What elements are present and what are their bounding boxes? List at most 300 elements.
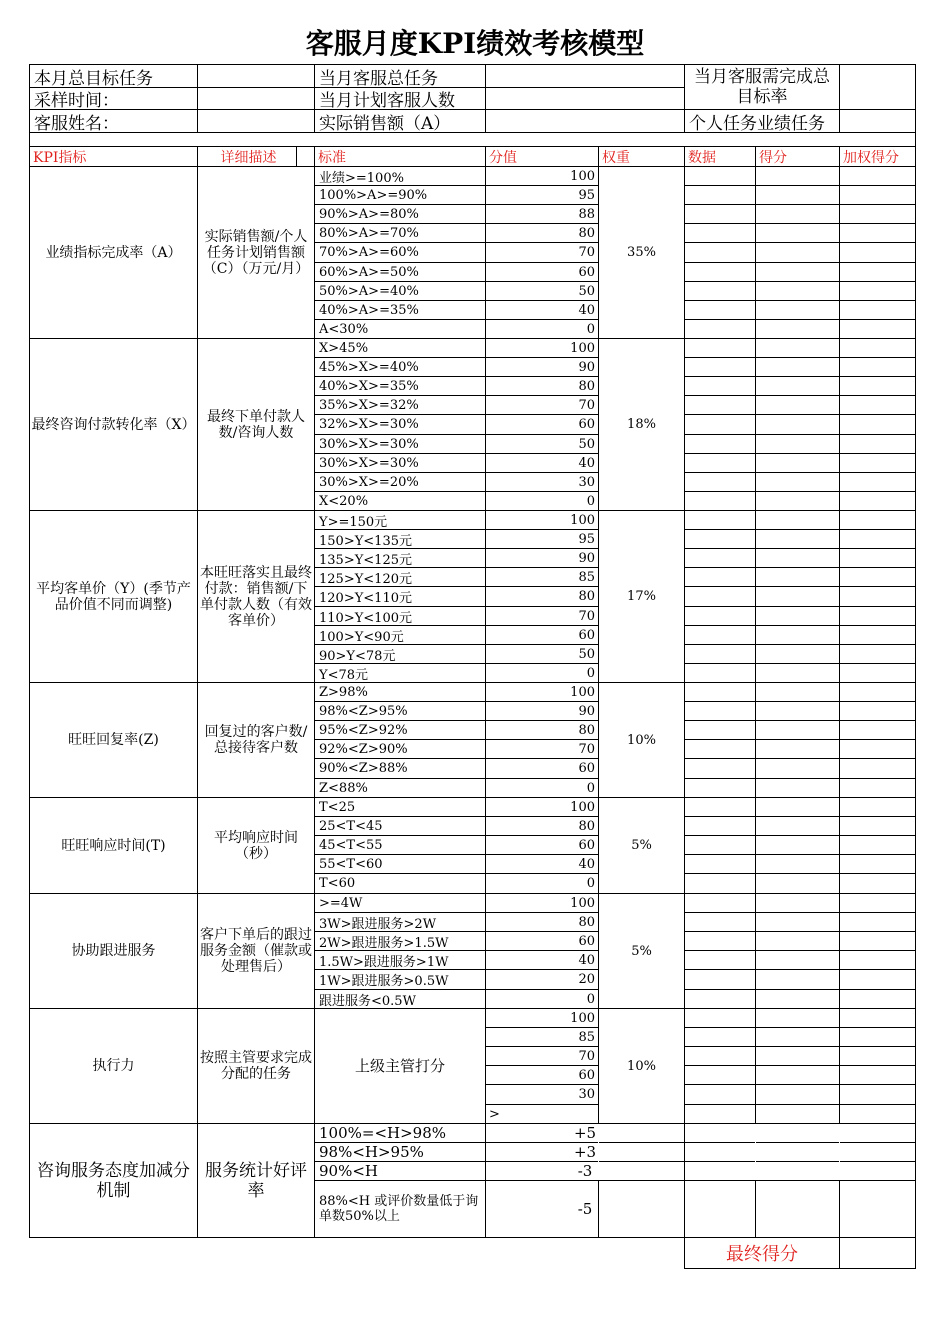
score-cell: 85	[578, 569, 595, 585]
weighted-cell[interactable]	[840, 587, 915, 606]
weighted-cell[interactable]	[840, 435, 915, 453]
standard-cell: 30%>X>=20%	[319, 474, 419, 490]
score-cell: 0	[586, 991, 595, 1007]
standard-cell: 45%>X>=40%	[319, 359, 419, 375]
score-cell: 60	[578, 627, 595, 643]
points-cell[interactable]	[756, 263, 839, 281]
kpi-name: 业绩指标完成率（A）	[45, 244, 182, 261]
points-cell[interactable]	[756, 913, 839, 931]
weighted-cell[interactable]	[840, 664, 915, 682]
points-cell[interactable]	[756, 224, 839, 242]
standard-cell: Y<78元	[319, 667, 369, 682]
standard-cell: Y>=150元	[319, 514, 388, 529]
points-cell[interactable]	[756, 645, 839, 663]
grid-line	[915, 1237, 916, 1268]
target-rate-value[interactable]	[840, 65, 915, 109]
score-cell: 95	[578, 187, 595, 203]
score-cell: 80	[578, 818, 595, 834]
data-cell[interactable]	[685, 243, 755, 262]
planned-cs-count-value[interactable]	[486, 88, 684, 109]
standard-cell: 32%>X>=30%	[319, 417, 419, 432]
score-cell: 100	[570, 340, 595, 356]
grid-line	[915, 132, 916, 146]
weighted-cell[interactable]	[840, 415, 915, 434]
standard-cell: 40%>X>=35%	[319, 378, 419, 394]
weighted-cell[interactable]	[840, 836, 915, 854]
score-cell: 0	[586, 493, 595, 509]
score-cell: 40	[578, 856, 595, 872]
weighted-cell[interactable]	[840, 358, 915, 376]
data-cell[interactable]	[685, 1009, 755, 1027]
data-cell[interactable]	[685, 951, 755, 969]
weighted-cell[interactable]	[840, 779, 915, 797]
grid-line	[915, 797, 916, 893]
data-cell[interactable]	[685, 607, 755, 625]
score-cell: 60	[578, 417, 595, 432]
standard-cell: X>45%	[319, 340, 369, 356]
standard-cell: 135>Y<125元	[319, 552, 412, 567]
weighted-cell[interactable]	[840, 894, 915, 912]
data-cell[interactable]	[685, 836, 755, 854]
data-cell[interactable]	[685, 167, 755, 185]
attitude-data-row[interactable]	[685, 1162, 915, 1180]
points-cell[interactable]	[756, 205, 839, 223]
standard-cell: 125>Y<120元	[319, 571, 412, 586]
kpi-weight: 10%	[627, 1058, 656, 1074]
points-cell[interactable]	[756, 798, 839, 816]
points-cell[interactable]	[756, 1085, 839, 1104]
standard-cell: Z>98%	[319, 684, 368, 700]
standard-cell: 90%>A>=80%	[319, 206, 419, 222]
data-cell[interactable]	[685, 549, 755, 567]
weighted-cell[interactable]	[840, 626, 915, 644]
weighted-cell[interactable]	[840, 607, 915, 625]
points-cell[interactable]	[756, 951, 839, 969]
header-weighted: 加权得分	[843, 149, 899, 166]
total-target-label: 本月总目标任务	[34, 68, 153, 87]
points-cell[interactable]	[756, 740, 839, 758]
weighted-cell[interactable]	[840, 224, 915, 242]
points-cell[interactable]	[756, 836, 839, 854]
data-cell[interactable]	[685, 530, 755, 548]
standard-cell: 80%>A>=70%	[319, 225, 419, 241]
standard-cell: 25<T<45	[319, 818, 383, 834]
data-cell[interactable]	[685, 645, 755, 663]
weighted-cell[interactable]	[840, 339, 915, 357]
score-cell: 80	[578, 378, 595, 394]
kpi-weight: 10%	[627, 732, 656, 748]
weighted-cell[interactable]	[840, 568, 915, 586]
weighted-cell[interactable]	[840, 970, 915, 989]
points-cell[interactable]	[756, 454, 839, 472]
grid-line	[296, 146, 297, 166]
kpi-weight: 5%	[631, 943, 652, 959]
actual-sales-value[interactable]	[486, 110, 684, 132]
weighted-cell[interactable]	[840, 243, 915, 262]
score-cell: 0	[586, 665, 595, 681]
score-cell: 70	[578, 608, 595, 624]
data-cell[interactable]	[685, 301, 755, 319]
weighted-cell[interactable]	[840, 817, 915, 835]
target-rate-label: 当月客服需完成总目标率	[694, 67, 830, 107]
data-cell[interactable]	[685, 511, 755, 529]
weighted-cell[interactable]	[840, 186, 915, 204]
planned-cs-count-label: 当月计划客服人数	[319, 91, 455, 109]
weighted-cell[interactable]	[840, 951, 915, 969]
standard-cell: 100>Y<90元	[319, 629, 404, 644]
data-cell[interactable]	[685, 282, 755, 300]
standard-cell: T<60	[319, 876, 356, 891]
score-cell: 60	[578, 1067, 595, 1083]
data-cell[interactable]	[685, 664, 755, 682]
merge-mask	[839, 1124, 840, 1180]
score-cell: 100	[570, 512, 595, 528]
points-cell[interactable]	[756, 1009, 839, 1027]
points-cell[interactable]	[756, 549, 839, 567]
score-cell: 70	[578, 741, 595, 757]
sample-time-value[interactable]	[198, 88, 314, 109]
attitude-standard: 98%<H>95%	[319, 1143, 424, 1161]
points-cell[interactable]	[756, 1066, 839, 1084]
weighted-cell[interactable]	[840, 263, 915, 281]
data-cell[interactable]	[685, 759, 755, 778]
grid-line	[915, 166, 916, 338]
kpi-name: 旺旺响应时间(T)	[61, 837, 166, 854]
standard-cell: 3W>跟进服务>2W	[319, 916, 437, 931]
kpi-weight: 35%	[627, 245, 656, 260]
standard-cell: 90%<Z>88%	[319, 761, 408, 776]
weighted-cell[interactable]	[840, 740, 915, 758]
cs-name-value[interactable]	[198, 110, 314, 132]
score-cell: 85	[578, 1029, 595, 1045]
weighted-cell[interactable]	[840, 874, 915, 893]
data-cell[interactable]	[685, 1085, 755, 1104]
points-cell[interactable]	[756, 1047, 839, 1065]
data-cell[interactable]	[685, 587, 755, 606]
points-cell[interactable]	[756, 301, 839, 319]
header-data: 数据	[688, 149, 716, 166]
score-cell: 30	[578, 474, 595, 490]
standard-cell: 55<T<60	[319, 856, 383, 872]
points-cell[interactable]	[756, 990, 839, 1008]
score-cell: 100	[570, 684, 595, 700]
score-cell: >	[489, 1106, 500, 1122]
standard-cell: 跟进服务<0.5W	[319, 993, 416, 1008]
standard-cell: X<20%	[319, 493, 369, 509]
points-cell[interactable]	[756, 894, 839, 912]
points-cell[interactable]	[756, 492, 839, 510]
weighted-cell[interactable]	[840, 759, 915, 778]
points-cell[interactable]	[756, 587, 839, 606]
standard-cell: 45<T<55	[319, 837, 383, 853]
data-cell[interactable]	[685, 320, 755, 338]
points-cell[interactable]	[756, 282, 839, 300]
points-cell[interactable]	[756, 721, 839, 739]
weighted-cell[interactable]	[840, 282, 915, 300]
weighted-cell[interactable]	[840, 205, 915, 223]
standard-cell: 98%<Z>95%	[319, 703, 408, 719]
weighted-cell[interactable]	[840, 301, 915, 319]
points-cell[interactable]	[756, 759, 839, 778]
weighted-cell[interactable]	[840, 1066, 915, 1084]
personal-task-label: 个人任务业绩任务	[689, 113, 825, 132]
kpi-weight: 5%	[631, 838, 652, 853]
kpi-description: 平均响应时间（秒）	[214, 829, 298, 862]
points-cell[interactable]	[756, 607, 839, 625]
points-cell[interactable]	[756, 779, 839, 797]
data-cell[interactable]	[685, 358, 755, 376]
attitude-data-row[interactable]	[685, 1124, 915, 1142]
weighted-cell[interactable]	[840, 1047, 915, 1065]
weighted-cell[interactable]	[840, 167, 915, 185]
weighted-cell[interactable]	[840, 396, 915, 414]
points-cell[interactable]	[756, 664, 839, 682]
attitude-standard: 90%<H	[319, 1162, 378, 1180]
data-cell[interactable]	[685, 702, 755, 720]
standard-cell: 30%>X>=30%	[319, 436, 419, 452]
data-cell[interactable]	[685, 339, 755, 357]
total-target-value[interactable]	[198, 65, 314, 87]
data-cell[interactable]	[685, 435, 755, 453]
header-points: 得分	[759, 149, 787, 166]
points-cell[interactable]	[756, 874, 839, 893]
weighted-cell[interactable]	[840, 549, 915, 567]
standard-merged: 上级主管打分	[354, 1057, 445, 1075]
points-cell[interactable]	[756, 435, 839, 453]
points-cell[interactable]	[756, 377, 839, 395]
data-cell[interactable]	[685, 186, 755, 204]
points-cell[interactable]	[756, 320, 839, 338]
kpi-description: 客户下单后的跟过服务金额（催款或处理售后）	[200, 927, 312, 975]
kpi-description: 本旺旺落实且最终付款：销售额/下单付款人数（有效客单价）	[200, 564, 312, 629]
weighted-cell[interactable]	[840, 320, 915, 338]
score-cell: 40	[578, 952, 595, 968]
data-cell[interactable]	[685, 1066, 755, 1084]
attitude-desc: 服务统计好评率	[205, 1160, 307, 1201]
score-cell: 50	[578, 436, 595, 452]
score-cell: 100	[570, 1010, 595, 1026]
header-desc: 详细描述	[220, 149, 277, 166]
points-cell[interactable]	[756, 415, 839, 434]
points-cell[interactable]	[756, 243, 839, 262]
grid-line	[915, 64, 916, 132]
score-cell: 100	[570, 799, 595, 815]
points-cell[interactable]	[756, 339, 839, 357]
weighted-cell[interactable]	[840, 990, 915, 1008]
points-cell[interactable]	[756, 186, 839, 204]
weighted-cell[interactable]	[840, 473, 915, 491]
data-cell[interactable]	[685, 396, 755, 414]
standard-cell: 95%<Z>92%	[319, 722, 408, 738]
grid-line	[915, 338, 916, 510]
weighted-cell[interactable]	[840, 702, 915, 720]
points-cell[interactable]	[756, 511, 839, 529]
score-cell: 20	[578, 972, 595, 987]
score-cell: 40	[578, 455, 595, 471]
data-cell[interactable]	[685, 740, 755, 758]
cs-total-task-value[interactable]	[486, 65, 684, 87]
weighted-cell[interactable]	[840, 1009, 915, 1027]
sample-time-label: 采样时间：	[34, 91, 119, 109]
points-cell[interactable]	[756, 683, 839, 701]
kpi-weight: 18%	[627, 417, 656, 432]
score-cell: 0	[586, 780, 595, 796]
weighted-cell[interactable]	[840, 454, 915, 472]
kpi-description: 回复过的客户数/总接待客户数	[204, 724, 308, 756]
data-cell[interactable]	[685, 473, 755, 491]
points-cell[interactable]	[756, 167, 839, 185]
final-score-label: 最终得分	[726, 1244, 798, 1265]
points-cell[interactable]	[756, 358, 839, 376]
data-cell[interactable]	[685, 454, 755, 472]
data-cell[interactable]	[685, 721, 755, 739]
standard-cell: 100%>A>=90%	[319, 187, 428, 203]
attitude-score: -5	[577, 1200, 593, 1218]
kpi-name: 执行力	[92, 1058, 135, 1074]
kpi-name: 协助跟进服务	[71, 943, 156, 959]
standard-cell: 50%>A>=40%	[319, 283, 419, 299]
points-cell[interactable]	[756, 1105, 839, 1123]
score-cell: 80	[578, 914, 595, 930]
kpi-description: 实际销售额/个人任务计划销售额（C）（万元/月）	[202, 228, 310, 277]
data-cell[interactable]	[685, 1028, 755, 1046]
points-cell[interactable]	[756, 702, 839, 720]
score-cell: 40	[578, 302, 595, 318]
grid-line	[684, 1268, 916, 1269]
points-cell[interactable]	[756, 473, 839, 491]
weighted-cell[interactable]	[840, 913, 915, 931]
score-cell: 95	[578, 531, 595, 547]
weighted-cell[interactable]	[840, 855, 915, 873]
data-cell[interactable]	[685, 568, 755, 586]
standard-cell: 60%>A>=50%	[319, 264, 419, 280]
points-cell[interactable]	[756, 530, 839, 548]
score-cell: 70	[578, 245, 595, 260]
score-cell: 88	[578, 206, 595, 222]
merge-mask	[598, 1124, 599, 1180]
data-cell[interactable]	[685, 1181, 755, 1237]
data-cell[interactable]	[685, 913, 755, 931]
points-cell[interactable]	[756, 396, 839, 414]
weighted-cell[interactable]	[840, 511, 915, 529]
data-cell[interactable]	[685, 932, 755, 950]
score-cell: 0	[586, 876, 595, 891]
weighted-cell[interactable]	[840, 1085, 915, 1104]
grid-line	[915, 146, 916, 166]
cs-total-task-label: 当月客服总任务	[319, 68, 438, 87]
points-cell[interactable]	[756, 1028, 839, 1046]
standard-cell: T<25	[319, 799, 356, 815]
data-cell[interactable]	[685, 874, 755, 893]
data-cell[interactable]	[685, 224, 755, 242]
grid-line	[915, 510, 916, 682]
weighted-cell[interactable]	[840, 377, 915, 395]
score-cell: 90	[578, 550, 595, 566]
score-cell: 50	[578, 646, 595, 662]
points-cell[interactable]	[756, 1181, 839, 1237]
standard-cell: 90>Y<78元	[319, 648, 396, 663]
data-cell[interactable]	[685, 817, 755, 835]
data-cell[interactable]	[685, 779, 755, 797]
final-score-value[interactable]	[840, 1238, 915, 1268]
data-cell[interactable]	[685, 626, 755, 644]
attitude-data-row[interactable]	[685, 1143, 915, 1161]
data-cell[interactable]	[685, 377, 755, 395]
standard-cell: 35%>X>=32%	[319, 397, 419, 413]
data-cell[interactable]	[685, 798, 755, 816]
weighted-cell[interactable]	[840, 645, 915, 663]
score-cell: 80	[578, 225, 595, 241]
data-cell[interactable]	[685, 263, 755, 281]
score-cell: 80	[578, 589, 595, 604]
standard-cell: 40%>A>=35%	[319, 302, 419, 318]
weighted-cell[interactable]	[840, 721, 915, 739]
weighted-cell[interactable]	[840, 530, 915, 548]
header-weight: 权重	[602, 149, 630, 166]
score-cell: 70	[578, 397, 595, 413]
data-cell[interactable]	[685, 855, 755, 873]
data-cell[interactable]	[685, 970, 755, 989]
weighted-cell[interactable]	[840, 798, 915, 816]
points-cell[interactable]	[756, 817, 839, 835]
data-cell[interactable]	[685, 205, 755, 223]
score-cell: 60	[578, 933, 595, 949]
data-cell[interactable]	[685, 415, 755, 434]
data-cell[interactable]	[685, 990, 755, 1008]
header-score: 分值	[489, 149, 517, 166]
personal-task-value[interactable]	[840, 110, 915, 132]
page-title: 客服月度KPI绩效考核模型	[305, 27, 645, 60]
kpi-name: 平均客单价（Y）(季节产品价值不同而调整)	[36, 580, 191, 613]
header-kpi: KPI指标	[33, 149, 87, 166]
weighted-cell[interactable]	[840, 1105, 915, 1123]
score-cell: 30	[578, 1087, 595, 1102]
data-cell[interactable]	[685, 1047, 755, 1065]
attitude-kpi: 咨询服务态度加减分机制	[37, 1160, 190, 1201]
score-cell: 100	[570, 895, 595, 911]
standard-cell: 92%<Z>90%	[319, 741, 408, 757]
points-cell[interactable]	[756, 568, 839, 586]
grid-line	[29, 132, 30, 146]
score-cell: 90	[578, 703, 595, 719]
kpi-description: 最终下单付款人数/咨询人数	[207, 408, 305, 441]
points-cell[interactable]	[756, 970, 839, 989]
standard-cell: >=4W	[319, 895, 363, 911]
weighted-cell[interactable]	[840, 1028, 915, 1046]
points-cell[interactable]	[756, 855, 839, 873]
score-cell: 0	[586, 321, 595, 337]
weighted-cell[interactable]	[840, 1181, 915, 1237]
grid-line	[29, 132, 916, 133]
points-cell[interactable]	[756, 626, 839, 644]
standard-cell: 120>Y<110元	[319, 591, 412, 606]
points-cell[interactable]	[756, 932, 839, 950]
data-cell[interactable]	[685, 492, 755, 510]
kpi-weight: 17%	[627, 589, 656, 604]
actual-sales-label: 实际销售额（A）	[319, 113, 451, 132]
data-cell[interactable]	[685, 683, 755, 701]
weighted-cell[interactable]	[840, 932, 915, 950]
weighted-cell[interactable]	[840, 492, 915, 510]
data-cell[interactable]	[685, 1105, 755, 1123]
standard-cell: 2W>跟进服务>1.5W	[319, 935, 449, 950]
score-cell: 100	[570, 168, 595, 184]
standard-cell: 业绩>=100%	[319, 170, 404, 185]
data-cell[interactable]	[685, 894, 755, 912]
weighted-cell[interactable]	[840, 683, 915, 701]
cs-name-label: 客服姓名：	[34, 113, 119, 132]
score-cell: 60	[578, 264, 595, 280]
